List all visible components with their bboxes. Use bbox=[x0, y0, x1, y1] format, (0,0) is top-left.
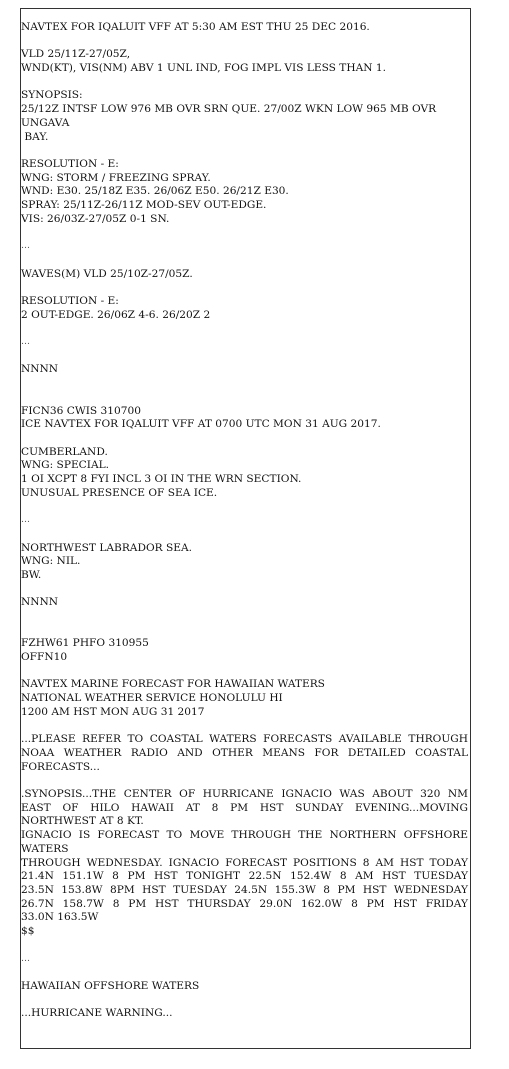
zone-warning-section bbox=[21, 1007, 468, 1021]
spray-line: SPRAY: 25/11Z-26/11Z MOD-SEV OUT-EDGE. bbox=[21, 199, 267, 212]
issue-time: 1200 AM HST MON AUG 31 2017 bbox=[21, 705, 205, 718]
bulletin-ice-header bbox=[21, 405, 468, 432]
waves-section bbox=[21, 268, 468, 282]
ice-area-labrador bbox=[21, 542, 468, 583]
product-id: OFFN10 bbox=[21, 651, 68, 664]
validity-section bbox=[21, 48, 468, 75]
synopsis-text-line: WATERS bbox=[21, 842, 69, 855]
navtex-text-body bbox=[21, 21, 468, 1035]
visibility-line: VIS: 26/03Z-27/05Z 0-1 SN. bbox=[21, 212, 170, 225]
end-marker: NNNN bbox=[21, 363, 59, 376]
zone-section bbox=[21, 980, 468, 994]
notice-line: ...PLEASE REFER TO COASTAL WATERS FORECASTS AVAILABLE THROUGH bbox=[21, 733, 468, 746]
synopsis-text-line: UNGAVA bbox=[21, 116, 70, 129]
omission-marker bbox=[21, 514, 468, 528]
forecast-title: NAVTEX MARINE FORECAST FOR HAWAIIAN WATERS bbox=[21, 678, 325, 691]
end-of-message bbox=[21, 363, 468, 377]
validity-line: VLD 25/11Z-27/05Z, bbox=[21, 48, 131, 61]
resolution-label: RESOLUTION - E: bbox=[21, 294, 119, 307]
ice-detail-line: 1 OI XCPT 8 FYI INCL 3 OI IN THE WRN SECTION. bbox=[21, 473, 302, 486]
warning-line: WNG: NIL. bbox=[21, 555, 81, 568]
bulletin-code: FICN36 CWIS 310700 bbox=[21, 404, 142, 417]
end-marker: $$ bbox=[21, 925, 35, 938]
warning-line: WNG: STORM / FREEZING SPRAY. bbox=[21, 171, 211, 184]
notice-line: FORECASTS... bbox=[21, 760, 100, 773]
ellipsis-marker: … bbox=[21, 337, 30, 348]
bulletin-iqaluit-header bbox=[21, 21, 468, 35]
synopsis-label: SYNOPSIS: bbox=[21, 89, 83, 102]
ice-detail-line: UNUSUAL PRESENCE OF SEA ICE. bbox=[21, 486, 218, 499]
omission-marker bbox=[21, 953, 468, 967]
waves-detail-line: 2 OUT-EDGE. 26/06Z 4-6. 26/20Z 2 bbox=[21, 308, 211, 321]
ellipsis-marker: … bbox=[21, 953, 30, 964]
forecast-title-section bbox=[21, 678, 468, 719]
waves-line: WAVES(M) VLD 25/10Z-27/05Z. bbox=[21, 267, 193, 280]
ice-detail-line: BW. bbox=[21, 568, 42, 581]
bulletin-separator bbox=[21, 624, 468, 638]
omission-marker bbox=[21, 336, 468, 350]
wind-vis-note: WND(KT), VIS(NM) ABV 1 UNL IND, FOG IMPL VIS LESS THAN 1. bbox=[21, 62, 386, 75]
area-name: CUMBERLAND. bbox=[21, 445, 108, 458]
synopsis-text-line: NORTHWEST AT 8 KT. bbox=[21, 815, 144, 828]
end-marker: NNNN bbox=[21, 596, 59, 609]
area-name: NORTHWEST LABRADOR SEA. bbox=[21, 541, 192, 554]
synopsis-text-line: 33.0N 163.5W bbox=[21, 911, 99, 924]
warning-line: WNG: SPECIAL. bbox=[21, 459, 110, 472]
wind-line: WND: E30. 25/18Z E35. 26/06Z E50. 26/21Z E30. bbox=[21, 185, 289, 198]
hurricane-warning: ...HURRICANE WARNING... bbox=[21, 1007, 173, 1020]
ellipsis-marker: … bbox=[21, 241, 30, 252]
navtex-document-page bbox=[20, 8, 471, 1049]
hurricane-synopsis-section bbox=[21, 788, 468, 939]
synopsis-section bbox=[21, 89, 468, 144]
synopsis-text-line: EAST OF HILO HAWAII AT 8 PM HST SUNDAY EVENING...MOVING bbox=[21, 801, 468, 814]
end-of-message bbox=[21, 596, 468, 610]
synopsis-text-line: 25/12Z INTSF LOW 976 MB OVR SRN QUE. 27/00Z WKN LOW 965 MB OVR bbox=[21, 103, 437, 116]
synopsis-text-line: THROUGH WEDNESDAY. IGNACIO FORECAST POSITIONS 8 AM HST TODAY bbox=[21, 856, 468, 869]
bulletin-title: ICE NAVTEX FOR IQALUIT VFF AT 0700 UTC MON 31 AUG 2017. bbox=[21, 418, 381, 431]
ellipsis-marker: … bbox=[21, 515, 30, 526]
waves-resolution-section bbox=[21, 295, 468, 322]
resolution-section bbox=[21, 158, 468, 227]
synopsis-text-line: 26.7N 158.7W 8 PM HST THURSDAY 29.0N 162.0W 8 PM HST FRIDAY bbox=[21, 897, 468, 910]
bulletin-hawaii-header bbox=[21, 637, 468, 664]
bulletin-title: NAVTEX FOR IQALUIT VFF AT 5:30 AM EST THU 25 DEC 2016. bbox=[21, 21, 370, 33]
resolution-label: RESOLUTION - E: bbox=[21, 157, 119, 170]
issuing-office: NATIONAL WEATHER SERVICE HONOLULU HI bbox=[21, 692, 283, 705]
bulletin-code: FZHW61 PHFO 310955 bbox=[21, 637, 149, 650]
ice-area-cumberland bbox=[21, 446, 468, 501]
synopsis-text-line: .SYNOPSIS...THE CENTER OF HURRICANE IGNACIO WAS ABOUT 320 NM bbox=[21, 788, 468, 801]
bulletin-separator bbox=[21, 391, 468, 405]
synopsis-text-line: BAY. bbox=[21, 130, 49, 143]
synopsis-text-line: IGNACIO IS FORECAST TO MOVE THROUGH THE NORTHERN OFFSHORE bbox=[21, 829, 468, 842]
notice-line: NOAA WEATHER RADIO AND OTHER MEANS FOR DETAILED COASTAL bbox=[21, 746, 468, 759]
notice-section bbox=[21, 733, 468, 774]
omission-marker bbox=[21, 240, 468, 254]
synopsis-text-line: 23.5N 153.8W 8PM HST TUESDAY 24.5N 155.3W 8 PM HST WEDNESDAY bbox=[21, 884, 468, 896]
synopsis-text-line: 21.4N 151.1W 8 PM HST TONIGHT 22.5N 152.4W 8 AM HST TUESDAY bbox=[21, 870, 468, 883]
zone-title: HAWAIIAN OFFSHORE WATERS bbox=[21, 979, 200, 992]
